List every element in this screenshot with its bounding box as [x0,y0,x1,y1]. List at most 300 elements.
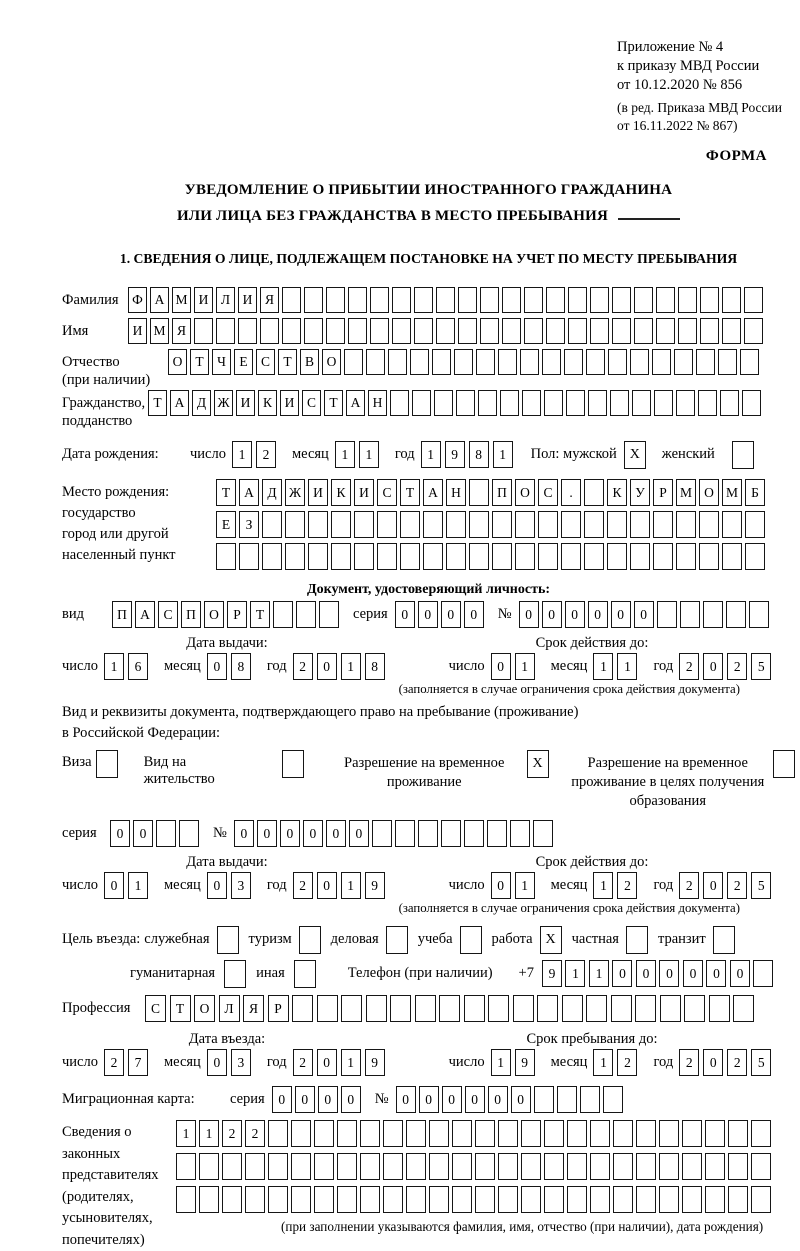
option-residence-permit-checkbox[interactable] [282,750,304,778]
char-box[interactable]: 1 [176,1120,196,1147]
char-box[interactable] [370,318,389,344]
date-digit-box[interactable]: 2 [256,441,276,468]
char-box[interactable] [676,390,695,416]
char-box[interactable]: Т [216,479,236,506]
char-box[interactable] [314,1186,334,1213]
purpose-other-checkbox[interactable] [294,960,316,988]
char-box[interactable] [561,543,581,570]
char-box[interactable]: С [158,601,178,628]
char-box[interactable] [410,349,429,375]
char-box[interactable] [753,960,773,987]
char-box[interactable]: 0 [611,601,631,628]
date-digit-box[interactable]: 0 [104,872,124,899]
date-digit-box[interactable]: 0 [491,653,511,680]
char-box[interactable] [612,318,631,344]
char-box[interactable]: 0 [612,960,632,987]
char-box[interactable] [720,390,739,416]
date-digit-box[interactable]: 8 [231,653,251,680]
char-box[interactable] [546,287,565,313]
char-box[interactable]: 0 [418,601,438,628]
char-box[interactable] [268,1153,288,1180]
char-box[interactable] [749,601,769,628]
phone-input[interactable] [542,960,777,987]
char-box[interactable]: 0 [636,960,656,987]
char-box[interactable] [291,1186,311,1213]
date-digit-box[interactable]: 2 [727,872,747,899]
date-digit-box[interactable]: 0 [317,653,337,680]
char-box[interactable] [423,543,443,570]
char-box[interactable]: И [238,287,257,313]
char-box[interactable] [436,318,455,344]
date-digit-box[interactable]: 2 [679,872,699,899]
char-box[interactable]: Т [170,995,191,1022]
char-box[interactable]: И [194,287,213,313]
char-box[interactable] [383,1120,403,1147]
char-box[interactable]: О [322,349,341,375]
migration-card-series-input[interactable] [272,1086,364,1113]
char-box[interactable] [296,601,316,628]
date-digit-box[interactable]: 1 [359,441,379,468]
char-box[interactable] [475,1120,495,1147]
char-box[interactable] [292,995,313,1022]
char-box[interactable] [406,1153,426,1180]
char-box[interactable] [415,995,436,1022]
char-box[interactable] [630,511,650,538]
char-box[interactable]: Н [368,390,387,416]
char-box[interactable] [326,318,345,344]
char-box[interactable] [586,995,607,1022]
char-box[interactable] [372,820,392,847]
char-box[interactable]: Т [400,479,420,506]
date-digit-box[interactable]: 1 [593,1049,613,1076]
date-digit-box[interactable]: 0 [317,872,337,899]
char-box[interactable] [439,995,460,1022]
char-box[interactable] [678,318,697,344]
char-box[interactable] [682,1120,702,1147]
char-box[interactable]: 0 [488,1086,508,1113]
char-box[interactable] [521,1120,541,1147]
profession-input[interactable] [145,995,758,1022]
char-box[interactable] [366,349,385,375]
char-box[interactable] [354,543,374,570]
char-box[interactable] [636,1153,656,1180]
char-box[interactable]: 0 [419,1086,439,1113]
char-box[interactable] [722,511,742,538]
purpose-tourism-checkbox[interactable] [299,926,321,954]
char-box[interactable]: Л [219,995,240,1022]
char-box[interactable] [273,601,293,628]
date-digit-box[interactable]: 1 [341,1049,361,1076]
char-box[interactable]: 0 [683,960,703,987]
char-box[interactable]: 0 [465,1086,485,1113]
char-box[interactable] [436,287,455,313]
date-digit-box[interactable]: 1 [515,872,535,899]
date-digit-box[interactable]: 1 [421,441,441,468]
char-box[interactable]: Л [216,287,235,313]
date-digit-box[interactable]: 2 [727,1049,747,1076]
purpose-transit-checkbox[interactable] [713,926,735,954]
char-box[interactable] [291,1153,311,1180]
char-box[interactable] [476,349,495,375]
birth-place-input-row1[interactable] [216,479,768,506]
char-box[interactable] [406,1120,426,1147]
migration-card-number-input[interactable] [396,1086,626,1113]
char-box[interactable] [654,390,673,416]
char-box[interactable] [680,601,700,628]
char-box[interactable] [590,1153,610,1180]
char-box[interactable] [282,318,301,344]
char-box[interactable] [392,287,411,313]
char-box[interactable]: А [239,479,259,506]
char-box[interactable] [534,1086,554,1113]
char-box[interactable]: 0 [272,1086,292,1113]
char-box[interactable]: 0 [519,601,539,628]
char-box[interactable] [348,318,367,344]
char-box[interactable] [434,390,453,416]
char-box[interactable]: Б [745,479,765,506]
char-box[interactable]: А [423,479,443,506]
char-box[interactable] [314,1153,334,1180]
char-box[interactable] [475,1186,495,1213]
char-box[interactable] [590,287,609,313]
char-box[interactable]: И [354,479,374,506]
char-box[interactable] [698,390,717,416]
char-box[interactable] [285,511,305,538]
char-box[interactable] [341,995,362,1022]
birth-place-input-row2[interactable] [216,511,768,538]
char-box[interactable] [390,995,411,1022]
char-box[interactable]: 0 [280,820,300,847]
char-box[interactable] [676,543,696,570]
char-box[interactable]: 0 [542,601,562,628]
char-box[interactable] [610,390,629,416]
char-box[interactable]: 0 [349,820,369,847]
identity-doc-series-input[interactable] [395,601,487,628]
char-box[interactable] [331,543,351,570]
char-box[interactable] [498,1120,518,1147]
char-box[interactable] [584,543,604,570]
char-box[interactable] [561,511,581,538]
char-box[interactable] [383,1186,403,1213]
char-box[interactable] [492,511,512,538]
char-box[interactable] [498,349,517,375]
char-box[interactable] [360,1186,380,1213]
char-box[interactable] [676,511,696,538]
date-digit-box[interactable]: 1 [593,872,613,899]
char-box[interactable]: П [112,601,132,628]
char-box[interactable] [603,1086,623,1113]
char-box[interactable] [612,287,631,313]
char-box[interactable] [176,1153,196,1180]
option-temporary-residence-checkbox[interactable]: X [527,750,549,778]
char-box[interactable] [744,287,763,313]
char-box[interactable] [722,318,741,344]
char-box[interactable] [544,390,563,416]
char-box[interactable]: О [168,349,187,375]
char-box[interactable] [684,995,705,1022]
char-box[interactable]: С [302,390,321,416]
char-box[interactable] [260,318,279,344]
patronymic-input[interactable] [168,349,762,375]
char-box[interactable] [337,1153,357,1180]
char-box[interactable]: Я [172,318,191,344]
char-box[interactable] [216,543,236,570]
char-box[interactable] [360,1153,380,1180]
char-box[interactable] [262,511,282,538]
char-box[interactable] [709,995,730,1022]
char-box[interactable]: С [145,995,166,1022]
char-box[interactable] [656,287,675,313]
char-box[interactable]: 0 [110,820,130,847]
char-box[interactable] [568,318,587,344]
char-box[interactable]: 0 [396,1086,416,1113]
date-digit-box[interactable]: 2 [293,653,313,680]
date-digit-box[interactable]: 1 [491,1049,511,1076]
char-box[interactable] [656,318,675,344]
date-digit-box[interactable]: 0 [317,1049,337,1076]
char-box[interactable] [400,511,420,538]
char-box[interactable]: 2 [245,1120,265,1147]
char-box[interactable] [588,390,607,416]
residence-doc-series-input[interactable] [110,820,202,847]
char-box[interactable] [608,349,627,375]
option-visa-checkbox[interactable] [96,750,118,778]
char-box[interactable] [156,820,176,847]
char-box[interactable]: Е [216,511,236,538]
char-box[interactable] [423,511,443,538]
char-box[interactable] [524,287,543,313]
representatives-input-row3[interactable] [176,1186,774,1213]
char-box[interactable] [567,1186,587,1213]
char-box[interactable] [456,390,475,416]
sex-male-checkbox[interactable]: X [624,441,646,469]
char-box[interactable] [580,1086,600,1113]
char-box[interactable] [568,287,587,313]
char-box[interactable] [745,543,765,570]
char-box[interactable] [395,820,415,847]
date-digit-box[interactable]: 9 [365,872,385,899]
purpose-official-checkbox[interactable] [217,926,239,954]
char-box[interactable] [480,287,499,313]
char-box[interactable]: И [308,479,328,506]
char-box[interactable] [607,543,627,570]
char-box[interactable]: 0 [295,1086,315,1113]
representatives-input-row2[interactable] [176,1153,774,1180]
char-box[interactable] [377,511,397,538]
char-box[interactable] [607,511,627,538]
char-box[interactable]: М [676,479,696,506]
char-box[interactable] [745,511,765,538]
char-box[interactable] [414,318,433,344]
date-digit-box[interactable]: 0 [491,872,511,899]
char-box[interactable]: Ч [212,349,231,375]
char-box[interactable] [751,1186,771,1213]
char-box[interactable]: М [722,479,742,506]
char-box[interactable] [446,511,466,538]
char-box[interactable] [344,349,363,375]
char-box[interactable] [705,1120,725,1147]
char-box[interactable] [268,1186,288,1213]
char-box[interactable] [498,1186,518,1213]
given-name-input[interactable] [128,318,766,344]
char-box[interactable]: 0 [659,960,679,987]
char-box[interactable]: Ф [128,287,147,313]
date-digit-box[interactable]: 0 [703,872,723,899]
char-box[interactable] [522,390,541,416]
char-box[interactable]: И [280,390,299,416]
char-box[interactable] [464,995,485,1022]
char-box[interactable] [429,1153,449,1180]
char-box[interactable] [521,1186,541,1213]
char-box[interactable] [454,349,473,375]
char-box[interactable] [751,1153,771,1180]
date-digit-box[interactable]: 0 [207,653,227,680]
char-box[interactable] [740,349,759,375]
char-box[interactable]: Ж [214,390,233,416]
char-box[interactable] [308,543,328,570]
char-box[interactable] [515,511,535,538]
date-digit-box[interactable]: 1 [128,872,148,899]
char-box[interactable] [733,995,754,1022]
char-box[interactable] [586,349,605,375]
char-box[interactable]: 0 [511,1086,531,1113]
char-box[interactable]: О [194,995,215,1022]
char-box[interactable] [699,543,719,570]
char-box[interactable]: 0 [133,820,153,847]
char-box[interactable]: 9 [542,960,562,987]
char-box[interactable]: Т [190,349,209,375]
char-box[interactable]: К [607,479,627,506]
char-box[interactable] [611,995,632,1022]
date-digit-box[interactable]: 0 [703,1049,723,1076]
char-box[interactable]: 1 [199,1120,219,1147]
char-box[interactable] [682,1153,702,1180]
char-box[interactable] [199,1186,219,1213]
char-box[interactable]: 0 [341,1086,361,1113]
char-box[interactable] [487,820,507,847]
char-box[interactable] [216,318,235,344]
char-box[interactable] [718,349,737,375]
residence-doc-number-input[interactable] [234,820,556,847]
char-box[interactable] [636,1186,656,1213]
birth-place-input-row3[interactable] [216,543,768,570]
date-digit-box[interactable]: 7 [128,1049,148,1076]
char-box[interactable] [458,287,477,313]
char-box[interactable] [630,349,649,375]
date-digit-box[interactable]: 1 [335,441,355,468]
date-digit-box[interactable]: 2 [617,1049,637,1076]
char-box[interactable] [458,318,477,344]
date-digit-box[interactable]: 2 [293,1049,313,1076]
char-box[interactable] [388,349,407,375]
char-box[interactable]: Т [278,349,297,375]
char-box[interactable]: Р [227,601,247,628]
char-box[interactable] [634,318,653,344]
char-box[interactable] [370,287,389,313]
char-box[interactable] [414,287,433,313]
purpose-work-checkbox[interactable]: X [540,926,562,954]
char-box[interactable] [469,543,489,570]
char-box[interactable]: Н [446,479,466,506]
date-digit-box[interactable]: 1 [617,653,637,680]
sex-female-checkbox[interactable] [732,441,754,469]
date-digit-box[interactable]: 2 [679,653,699,680]
char-box[interactable]: 0 [395,601,415,628]
date-digit-box[interactable]: 1 [341,653,361,680]
char-box[interactable] [722,287,741,313]
char-box[interactable]: А [170,390,189,416]
date-digit-box[interactable]: 1 [593,653,613,680]
identity-doc-number-input[interactable] [519,601,772,628]
char-box[interactable] [538,511,558,538]
char-box[interactable] [432,349,451,375]
char-box[interactable]: С [256,349,275,375]
char-box[interactable] [521,1153,541,1180]
char-box[interactable]: 1 [589,960,609,987]
char-box[interactable]: Д [192,390,211,416]
date-digit-box[interactable]: 5 [751,872,771,899]
char-box[interactable] [705,1186,725,1213]
date-digit-box[interactable]: 2 [617,872,637,899]
char-box[interactable]: С [538,479,558,506]
char-box[interactable]: 0 [730,960,750,987]
char-box[interactable] [728,1186,748,1213]
char-box[interactable] [590,318,609,344]
date-digit-box[interactable]: 1 [104,653,124,680]
char-box[interactable] [390,390,409,416]
date-digit-box[interactable]: 0 [703,653,723,680]
char-box[interactable] [392,318,411,344]
date-digit-box[interactable]: 0 [207,1049,227,1076]
char-box[interactable]: 0 [588,601,608,628]
date-digit-box[interactable]: 1 [515,653,535,680]
date-digit-box[interactable]: 1 [232,441,252,468]
char-box[interactable]: Т [324,390,343,416]
char-box[interactable]: П [181,601,201,628]
date-digit-box[interactable]: 8 [469,441,489,468]
purpose-private-checkbox[interactable] [626,926,648,954]
char-box[interactable] [199,1153,219,1180]
date-digit-box[interactable]: 5 [751,1049,771,1076]
char-box[interactable] [537,995,558,1022]
char-box[interactable]: О [515,479,535,506]
char-box[interactable] [366,995,387,1022]
option-temporary-residence-education-checkbox[interactable] [773,750,795,778]
char-box[interactable] [546,318,565,344]
char-box[interactable]: 0 [257,820,277,847]
char-box[interactable] [722,543,742,570]
char-box[interactable] [657,601,677,628]
char-box[interactable] [446,543,466,570]
char-box[interactable] [653,511,673,538]
char-box[interactable] [659,1186,679,1213]
char-box[interactable] [674,349,693,375]
char-box[interactable] [354,511,374,538]
char-box[interactable]: 0 [442,1086,462,1113]
char-box[interactable] [319,601,339,628]
date-digit-box[interactable]: 1 [341,872,361,899]
char-box[interactable] [268,1120,288,1147]
char-box[interactable] [699,511,719,538]
char-box[interactable] [317,995,338,1022]
surname-input[interactable] [128,287,766,313]
char-box[interactable] [400,543,420,570]
char-box[interactable] [348,287,367,313]
char-box[interactable] [542,349,561,375]
char-box[interactable]: М [150,318,169,344]
char-box[interactable] [544,1153,564,1180]
char-box[interactable] [282,287,301,313]
